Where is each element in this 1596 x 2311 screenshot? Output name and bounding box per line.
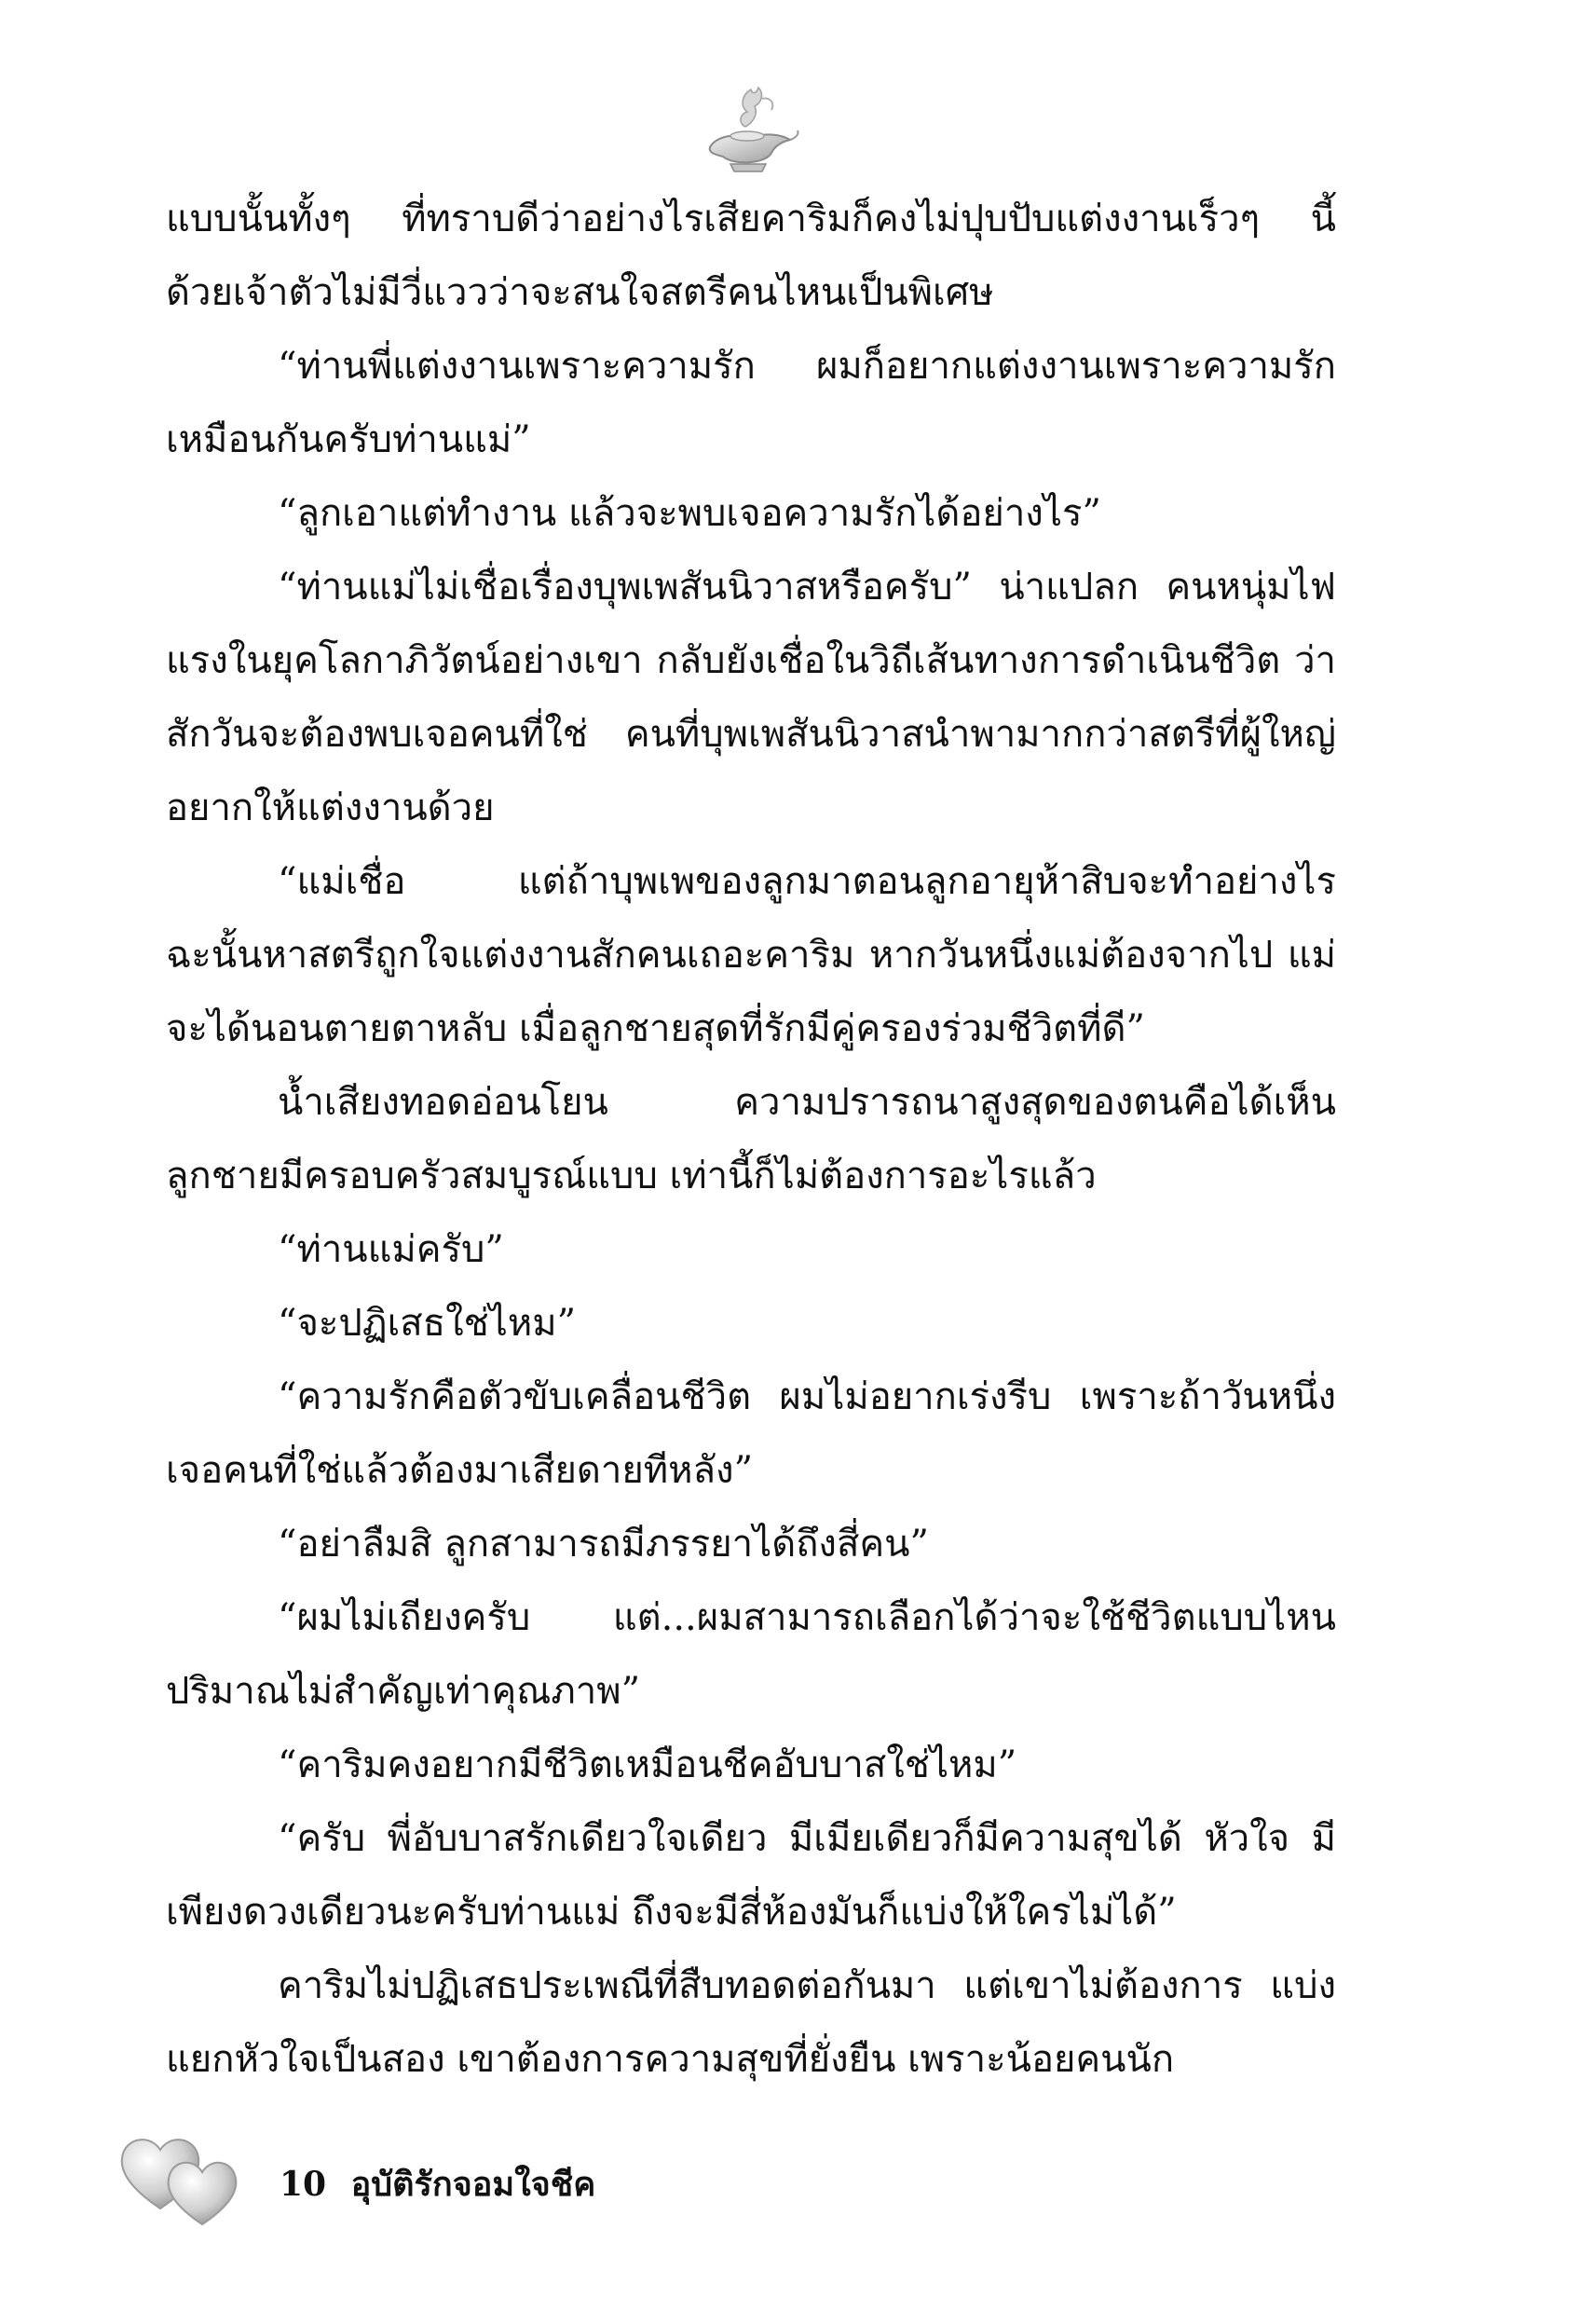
paragraph: “ลูกเอาแต่ทำงาน แล้วจะพบเจอความรักได้อย่างไร” <box>278 492 1101 535</box>
paragraph: “จะปฏิเสธใช่ไหม” <box>278 1302 577 1345</box>
page-number: 10 <box>280 2165 327 2204</box>
paragraph: แบบนั้นทั้งๆ ที่ทราบดีว่าอย่างไรเสียคาริมก็คงไม่ปุบปับแต่งงานเร็วๆ นี้ ด้วยเจ้าตัวไม่มีวี่แววว่าจะสนใจสตรีคนไหนเป็นพิเศษ <box>166 198 1336 314</box>
book-title: อุบัติรักจอมใจชีค <box>350 2165 596 2204</box>
genie-lamp-ornament-icon <box>697 82 801 179</box>
paragraph: “ท่านแม่ไม่เชื่อเรื่องบุพเพสันนิวาสหรือครับ” น่าแปลก คนหนุ่มไฟแรงในยุคโลกาภิวัตน์อย่างเขา กลับยังเชื่อในวิถีเส้นทางการดำเนินชีวิต ว่าสักวันจะต้องพบเจอคนที่ใช่ คนที่บุพเพสันนิวาสนำพามากกว่าสตรีที่ผู้ใหญ่อยากให้แต่งงานด้วย <box>166 566 1336 829</box>
paragraph: “ท่านแม่ครับ” <box>278 1228 504 1271</box>
paragraph: “ครับ พี่อับบาสรักเดียวใจเดียว มีเมียเดียวก็มีความสุขได้ หัวใจ มีเพียงดวงเดียวนะครับท่านแม่ ถึงจะมีสี่ห้องมันก็แบ่งให้ใครไม่ได้” <box>166 1817 1336 1934</box>
paragraph: น้ำเสียงทอดอ่อนโยน ความปรารถนาสูงสุดของตนคือได้เห็น ลูกชายมีครอบครัวสมบูรณ์แบบ เท่านี้ก็ไม่ต้องการอะไรแล้ว <box>166 1081 1336 1197</box>
page-footer <box>114 2120 766 2232</box>
paragraph: “ผมไม่เถียงครับ แต่...ผมสามารถเลือกได้ว่าจะใช้ชีวิตแบบไหน ปริมาณไม่สำคัญเท่าคุณภาพ” <box>166 1596 1336 1713</box>
paragraph: “แม่เชื่อ แต่ถ้าบุพเพของลูกมาตอนลูกอายุห้าสิบจะทำอย่างไร ฉะนั้นหาสตรีถูกใจแต่งงานสักคนเถอะคาริม หากวันหนึ่งแม่ต้องจากไป แม่จะได้นอนตายตาหลับ เมื่อลูกชายสุดที่รักมีคู่ครองร่วมชีวิตที่ดี” <box>166 860 1336 1050</box>
paragraph: “อย่าลืมสิ ลูกสามารถมีภรรยาได้ถึงสี่คน” <box>278 1523 929 1566</box>
paragraph: “ความรักคือตัวขับเคลื่อนชีวิต ผมไม่อยากเร่งรีบ เพราะถ้าวันหนึ่ง เจอคนที่ใช่แล้วต้องมาเสียดายทีหลัง” <box>166 1375 1336 1492</box>
hearts-ornament-icon <box>114 2120 253 2232</box>
footer-text <box>280 2157 595 2210</box>
body-text <box>166 183 1336 2097</box>
paragraph: คาริมไม่ปฏิเสธประเพณีที่สืบทอดต่อกันมา แต่เขาไม่ต้องการ แบ่งแยกหัวใจเป็นสอง เขาต้องการความสุขที่ยั่งยืน เพราะน้อยคนนัก <box>166 1964 1336 2081</box>
paragraph: “คาริมคงอยากมีชีวิตเหมือนชีคอับบาสใช่ไหม” <box>278 1744 1017 1786</box>
paragraph: “ท่านพี่แต่งงานเพราะความรัก ผมก็อยากแต่งงานเพราะความรัก เหมือนกันครับท่านแม่” <box>166 345 1336 461</box>
